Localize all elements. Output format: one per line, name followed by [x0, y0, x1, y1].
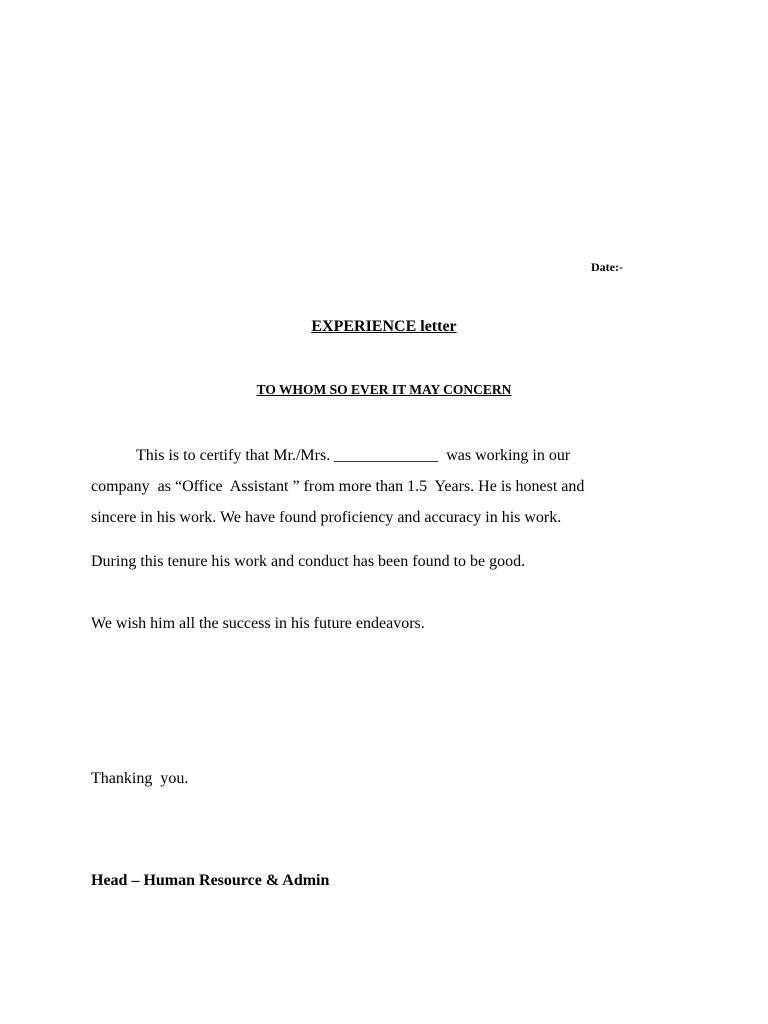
- body-line-3: sincere in his work. We have found proficiency and accuracy in his work.: [91, 509, 562, 526]
- letter-title: EXPERIENCE letter: [311, 318, 457, 335]
- closing-line: Thanking you.: [91, 770, 189, 787]
- signature-title: Head – Human Resource & Admin: [91, 872, 330, 889]
- body-line-5: We wish him all the success in his future endeavors.: [91, 615, 425, 632]
- date-label: Date:-: [591, 260, 623, 274]
- letter-subtitle: TO WHOM SO EVER IT MAY CONCERN: [256, 382, 512, 397]
- body-line-1: This is to certify that Mr./Mrs. _____________ was working in our: [136, 447, 571, 464]
- body-line-2: company as “Office Assistant ” from more than 1.5 Years. He is honest and: [91, 478, 585, 495]
- body-line-4: During this tenure his work and conduct has been found to be good.: [91, 553, 526, 570]
